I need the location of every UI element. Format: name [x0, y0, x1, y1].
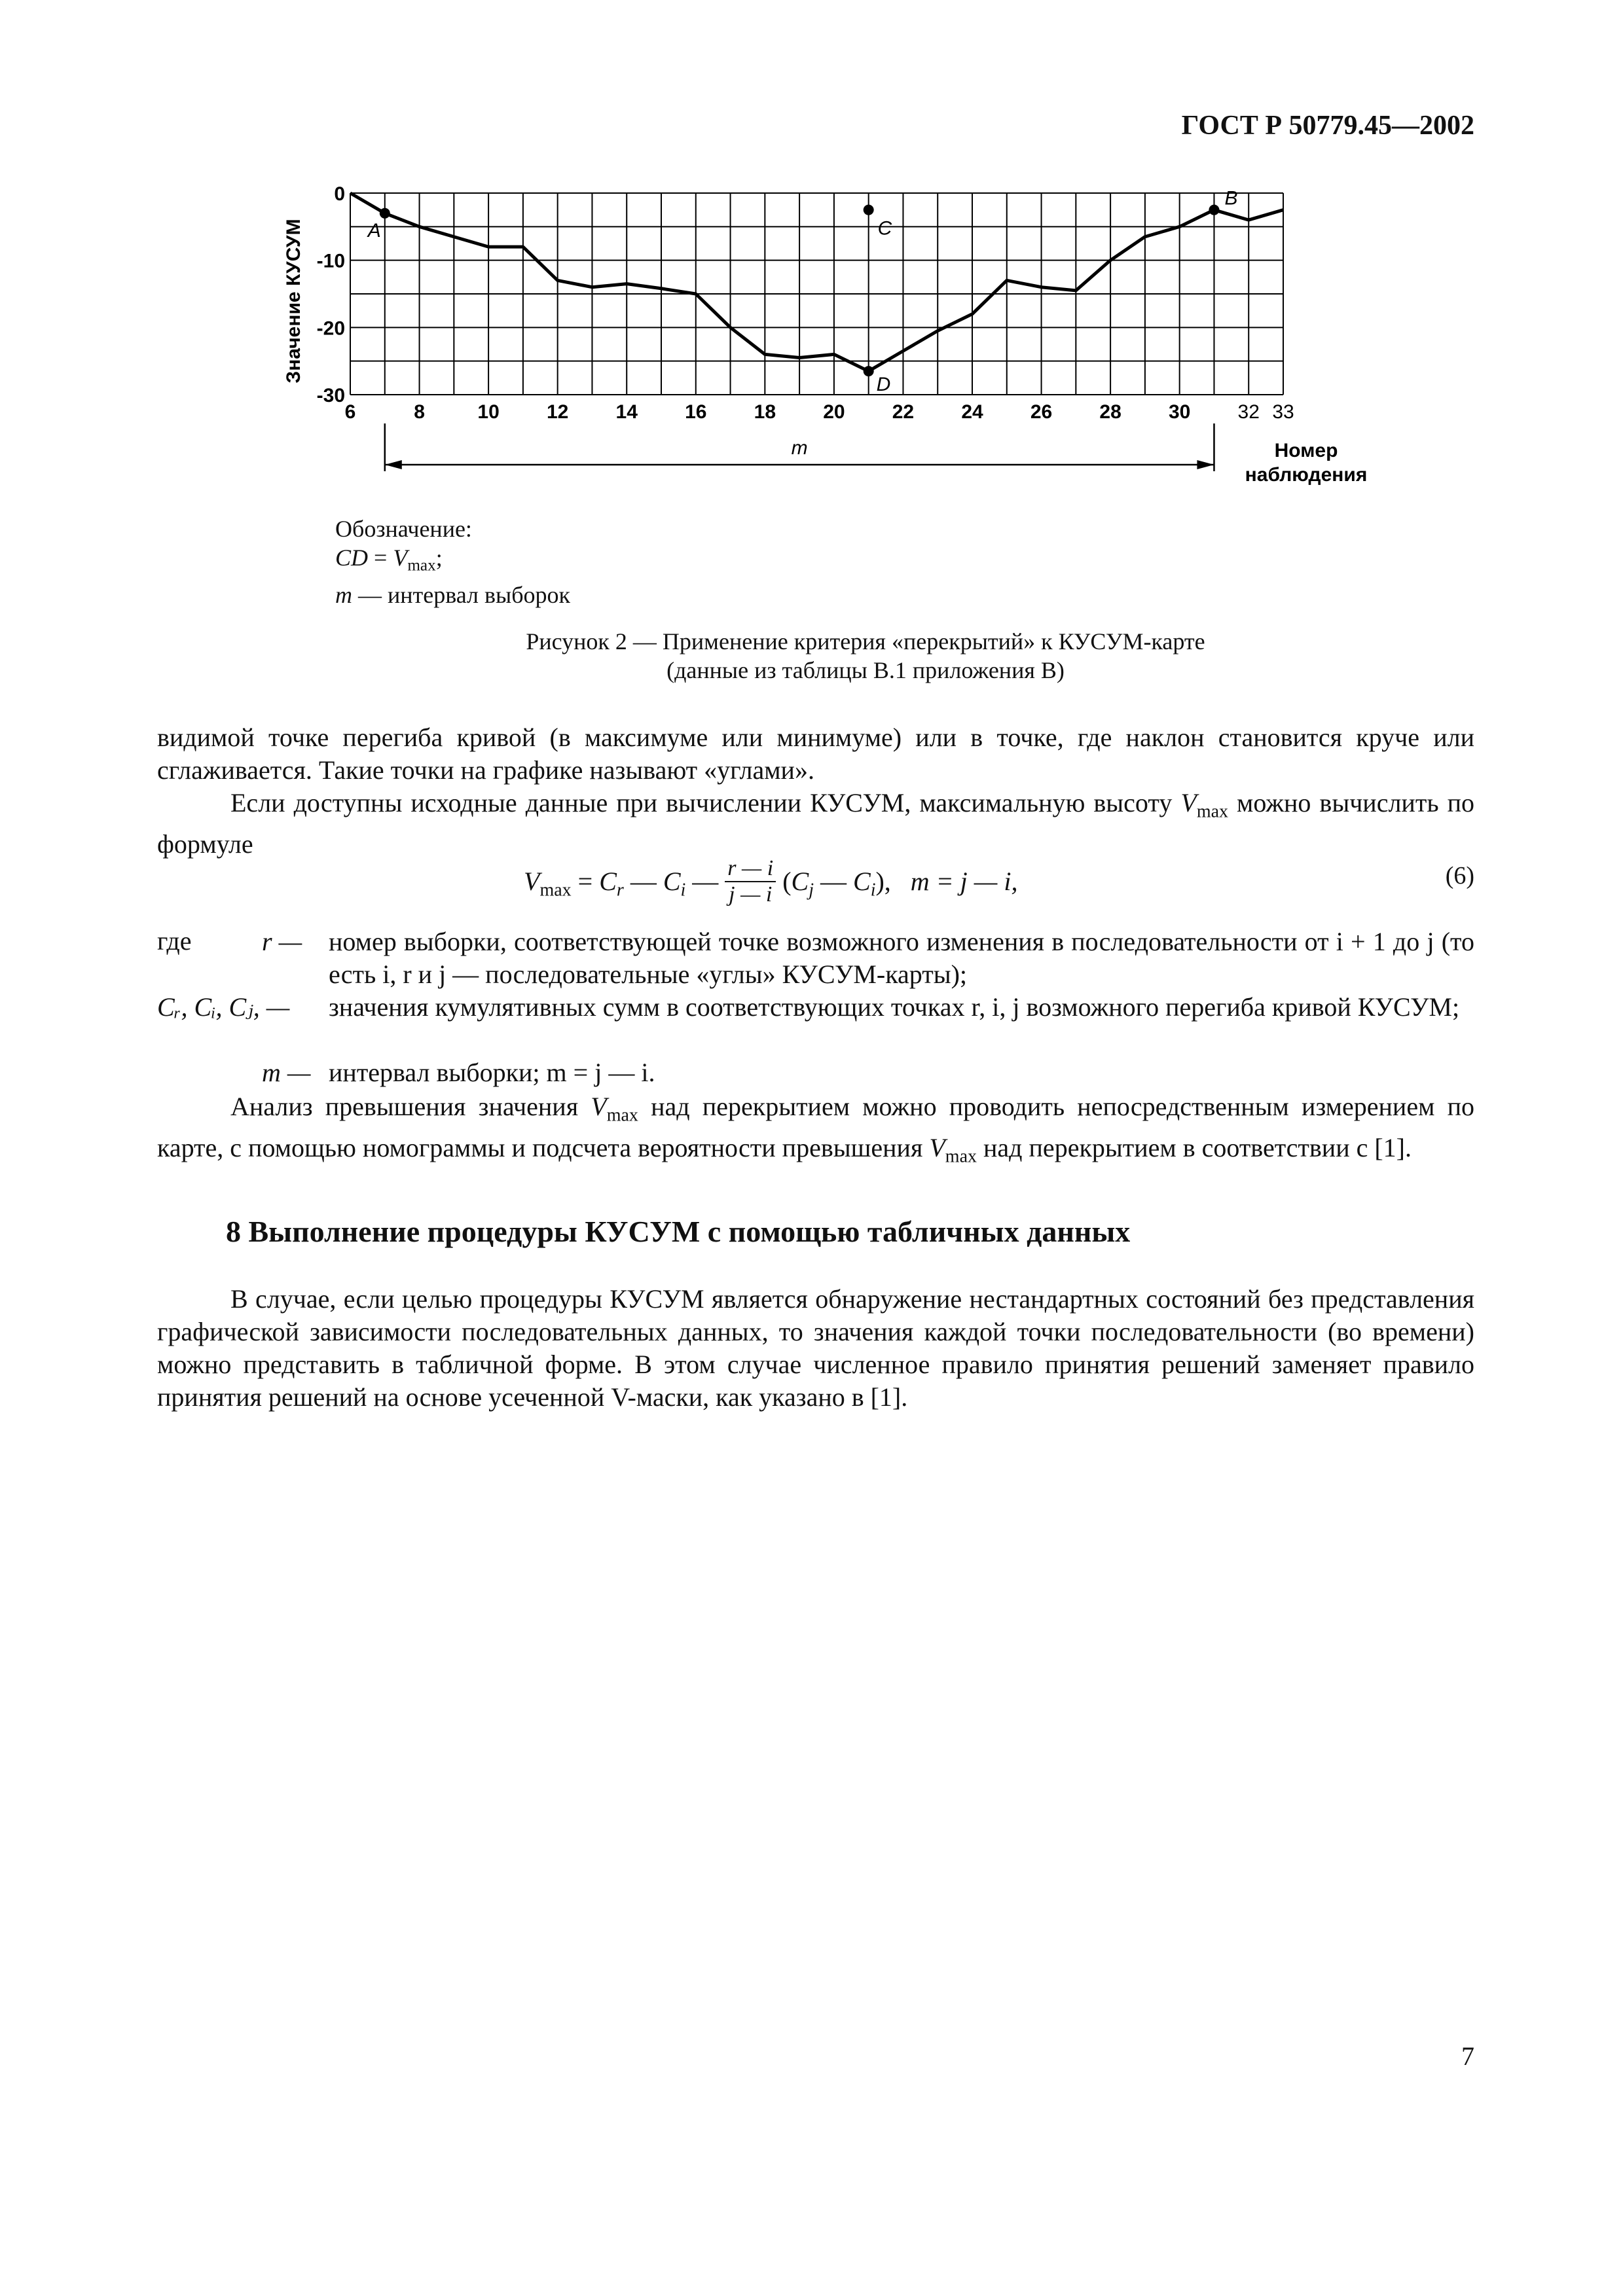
x-tick-label: 12: [546, 401, 569, 423]
x-tick-label: 18: [754, 401, 776, 423]
x-tick-label: 14: [615, 401, 638, 423]
point-d: [864, 366, 874, 376]
y-axis-label: Значение КУСУМ: [283, 219, 304, 384]
y-tick-label: 0: [334, 183, 345, 205]
point-label-b: B: [1224, 187, 1238, 209]
page-number: 7: [1461, 2041, 1474, 2071]
document-header: ГОСТ Р 50779.45—2002: [1181, 111, 1474, 141]
def-c-text: значения кумулятивных сумм в соответствующих точках r, i, j возможного перегиба кривой КУСУМ;: [329, 992, 1460, 1022]
point-a: [380, 208, 390, 219]
cusum-chart: [275, 183, 1401, 511]
x-tick-label: 10: [477, 401, 500, 423]
chart-points: [367, 188, 1238, 395]
x-tick-label: 26: [1030, 401, 1053, 423]
x-tick-label: 32: [1237, 401, 1260, 423]
figure-legend: [335, 514, 570, 609]
cusum-line: [350, 193, 1283, 371]
point-label-a: A: [367, 219, 381, 242]
point-c: [864, 205, 874, 215]
y-tick-label: -30: [316, 385, 345, 406]
x-tick-labels: [345, 401, 1294, 423]
figure-caption: Рисунок 2 — Применение критерия «перекрытий» к КУСУМ-карте (данные из таблицы В.1 приложения В): [526, 628, 1205, 683]
x-tick-label: 24: [961, 401, 983, 423]
section-heading: 8 Выполнение процедуры КУСУМ с помощью табличных данных: [226, 1215, 1131, 1248]
interval-label: m: [791, 437, 808, 459]
x-axis-label-line1: Номер: [1274, 440, 1338, 461]
point-label-d: D: [876, 374, 891, 396]
point-b: [1209, 205, 1219, 215]
paragraph-1: видимой точке перегиба кривой (в максимуме или минимуме) или в точке, где наклон становится круче или сглаживается. Такие точки на графике называют «углами».: [157, 723, 1474, 785]
y-tick-label: -10: [316, 250, 345, 272]
formula-6: $V_{max} = C_r$ — $C_i$ — $\frac{r — i}{j — i}$ ($C_j$ — $C_i$), m = j — i,: [524, 856, 1018, 906]
y-tick-labels: [317, 183, 345, 406]
x-tick-label: 6: [344, 401, 356, 423]
x-tick-label: 33: [1272, 401, 1294, 423]
where-label: где: [157, 926, 192, 956]
x-tick-label: 28: [1099, 401, 1122, 423]
x-axis-label-line2: наблюдения: [1245, 464, 1368, 486]
def-r-text: номер выборки, соответствующей точке возможного изменения в последовательности от i + 1 до j (то есть i, r и j — последовательные «углы» КУСУМ-карты);: [329, 927, 1474, 989]
paragraph-3: Анализ превышения значения $V_{max}$ над перекрытием можно проводить непосредственным измерением по карте, с помощью номограммы и подсчета вероятности превышения $V_{max}$ над перекрытием в соответствии с [1].: [157, 1092, 1474, 1167]
def-r-term: r —: [262, 927, 302, 956]
formula-fraction: $\frac{r — i}{j — i}$: [725, 856, 776, 907]
x-tick-label: 8: [414, 401, 425, 423]
legend-line-m: m — интервал выборок: [335, 581, 571, 608]
x-tick-label: 16: [685, 401, 707, 423]
paragraph-4: В случае, если целью процедуры КУСУМ является обнаружение нестандартных состояний без представления графической зависимости последовательных данных, то значения каждой точки последовательности (во времени) можно представить в табличной форме. В этом случае численное правило принятия решений заменяет правило принятия решений на основе усеченной V-маски, как указано в [1].: [157, 1284, 1474, 1412]
chart-grid: [350, 193, 1283, 395]
point-label-c: C: [877, 217, 892, 240]
def-m-text: интервал выборки; m = j — i.: [329, 1058, 655, 1087]
def-m-term: m —: [262, 1058, 311, 1087]
x-tick-label: 22: [892, 401, 915, 423]
legend-title: Обозначение:: [335, 516, 472, 542]
y-tick-label: -20: [316, 317, 345, 340]
def-c-term: Cᵣ, Cᵢ, Cⱼ, —: [157, 992, 290, 1022]
formula-number: (6): [1445, 862, 1474, 889]
legend-line-cd: CD = $V_{max}$;: [335, 545, 443, 575]
x-tick-label: 20: [823, 401, 845, 423]
paragraph-2: Если доступны исходные данные при вычислении КУСУМ, максимальную высоту $V_{max}$ можно вычислить по формуле: [157, 788, 1474, 859]
x-tick-label: 30: [1168, 401, 1191, 423]
